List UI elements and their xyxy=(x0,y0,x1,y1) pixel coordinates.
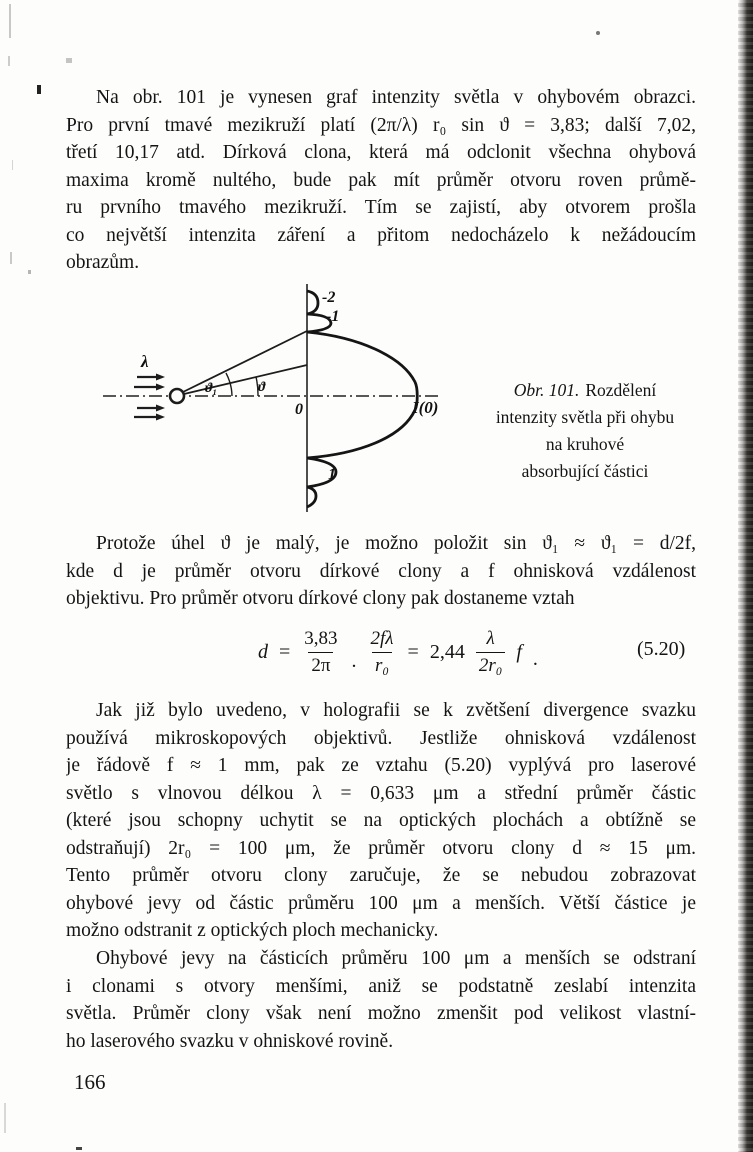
eq-coefficient: 2,44 xyxy=(429,640,465,663)
paragraph-holography xyxy=(66,697,696,945)
caption-line xyxy=(448,377,722,404)
text-line: ho laserového svazku v ohniskové rovině. xyxy=(66,1030,394,1052)
label-theta1: ϑ₁ xyxy=(205,381,218,396)
paragraph-apertures xyxy=(66,945,696,1055)
label-origin: 0 xyxy=(295,401,303,418)
intensity-curve xyxy=(307,291,417,507)
equation-number: (5.20) xyxy=(637,638,686,660)
equation-5-20 xyxy=(258,624,538,680)
text-line: Tento průměr otvoru clony zaručuje, že se nebudou zobrazovat xyxy=(66,865,696,886)
eq-numerator: 2fλ xyxy=(370,627,394,649)
text-line: kde d je průměr otvoru dírkové clony a f ohnisková vzdálenost xyxy=(66,560,696,582)
text-line: obrazům. xyxy=(66,252,140,273)
eq-denominator: r₀ xyxy=(372,652,392,678)
eq-denominator: 2r₀ xyxy=(476,652,506,678)
text-line: světlo s vlnovou délkou λ = 0,633 μm a střední průměr částic xyxy=(66,782,696,804)
eq-period: . xyxy=(532,647,538,670)
text-line: co největší intenzita záření a přitom nedocházelo k nežádoucím xyxy=(66,224,696,246)
figure-caption xyxy=(448,377,722,485)
caption-line: absorbující částici xyxy=(521,461,649,481)
scan-gutter-shadow xyxy=(738,0,753,1152)
scan-speck xyxy=(9,4,11,38)
text-line: třetí 10,17 atd. Dírková clona, která má odclonit všechna ohybová xyxy=(66,142,696,163)
scan-speck xyxy=(37,85,41,94)
text-line: (které jsou schopny uchytit se na optických plochách a obtížně se xyxy=(66,810,696,831)
page-number: 166 xyxy=(74,1070,106,1094)
eq-numerator: 3,83 xyxy=(304,627,338,649)
text-line: odstraňují) 2r₀ = 100 μm, že průměr otvoru clony d ≈ 15 μm. xyxy=(66,837,696,859)
figure-diffraction-diagram xyxy=(95,276,450,516)
label-intensity-i0: I(0) xyxy=(412,398,439,417)
eq-lhs: d xyxy=(258,640,268,663)
caption-figure-number: Obr. 101. xyxy=(513,380,580,400)
text-line: je řádově f ≈ 1 mm, pak ze vztahu (5.20) vyplývá pro laserové xyxy=(66,755,696,776)
text-line: ru prvního tmavého mezikruží. Tím se zajistí, aby otvorem prošla xyxy=(66,197,696,218)
text-line: ohybové jevy od částic průměru 100 μm a menších. Větší částice je xyxy=(66,892,696,914)
text-line: používá mikroskopových objektivů. Jestliže ohnisková vzdálenost xyxy=(66,727,696,749)
scan-speck xyxy=(10,252,12,264)
scan-speck xyxy=(28,270,31,274)
scan-speck xyxy=(66,58,72,63)
text-line: i clonami s otvory menšími, aniž se podstatně zeslabí intenzita xyxy=(66,975,696,997)
text-line: maxima kromě nultého, bude pak mít průměr otvoru roven průmě- xyxy=(66,169,696,191)
text-line: Protože úhel ϑ je malý, je možno položit sin ϑ₁ ≈ ϑ₁ = d/2f, xyxy=(96,533,696,554)
incident-wave-arrows-icon xyxy=(134,374,165,421)
eq-equals: = xyxy=(279,640,291,663)
eq-factor-f: f xyxy=(516,640,522,663)
eq-denominator: 2π xyxy=(308,652,333,678)
text-line: Jak již bylo uvedeno, v holografii se k zvětšení divergence svazku xyxy=(96,700,696,721)
text-line: Ohybové jevy na částicích průměru 100 μm a menších se odstraní xyxy=(96,948,696,969)
text-line: světla. Průměr clony však není možno zmenšit pod velikost vlastní- xyxy=(66,1003,696,1024)
label-theta: ϑ xyxy=(258,380,266,395)
scan-speck xyxy=(8,56,10,66)
particle-circle xyxy=(170,389,184,403)
caption-line: na kruhové xyxy=(545,434,625,454)
paragraph-angle xyxy=(66,530,696,613)
eq-equals: = xyxy=(407,640,419,663)
eq-fraction-1 xyxy=(301,627,340,678)
eq-fraction-3 xyxy=(476,627,506,678)
scan-speck xyxy=(596,31,600,35)
ray-first-minimum xyxy=(183,331,307,392)
scan-speck xyxy=(4,1103,6,1133)
label-order-minus1: -1 xyxy=(326,308,340,325)
scan-speck xyxy=(76,1147,82,1150)
text-line: možno odstranit z optických ploch mechanicky. xyxy=(66,920,439,941)
text-line: objektivu. Pro průměr otvoru dírkové clony pak dostaneme vztah xyxy=(66,588,575,609)
ray-theta xyxy=(184,365,307,394)
eq-multiplication-dot: . xyxy=(351,649,357,672)
text-line: Na obr. 101 je vynesen graf intenzity světla v ohybovém obrazci. xyxy=(96,87,696,108)
scan-speck xyxy=(12,160,13,170)
eq-fraction-2 xyxy=(368,627,397,678)
label-order-plus1: 1 xyxy=(328,466,336,483)
text-line: Pro první tmavé mezikruží platí (2π/λ) r₀ sin ϑ = 3,83; další 7,02, xyxy=(66,114,696,136)
caption-line: intenzity světla při ohybu xyxy=(495,407,675,427)
eq-numerator: λ xyxy=(486,627,495,649)
label-order-minus2: -2 xyxy=(322,289,336,306)
label-lambda: λ xyxy=(141,352,149,371)
caption-text: Rozdělení xyxy=(585,380,657,400)
paragraph-intro xyxy=(66,84,696,277)
